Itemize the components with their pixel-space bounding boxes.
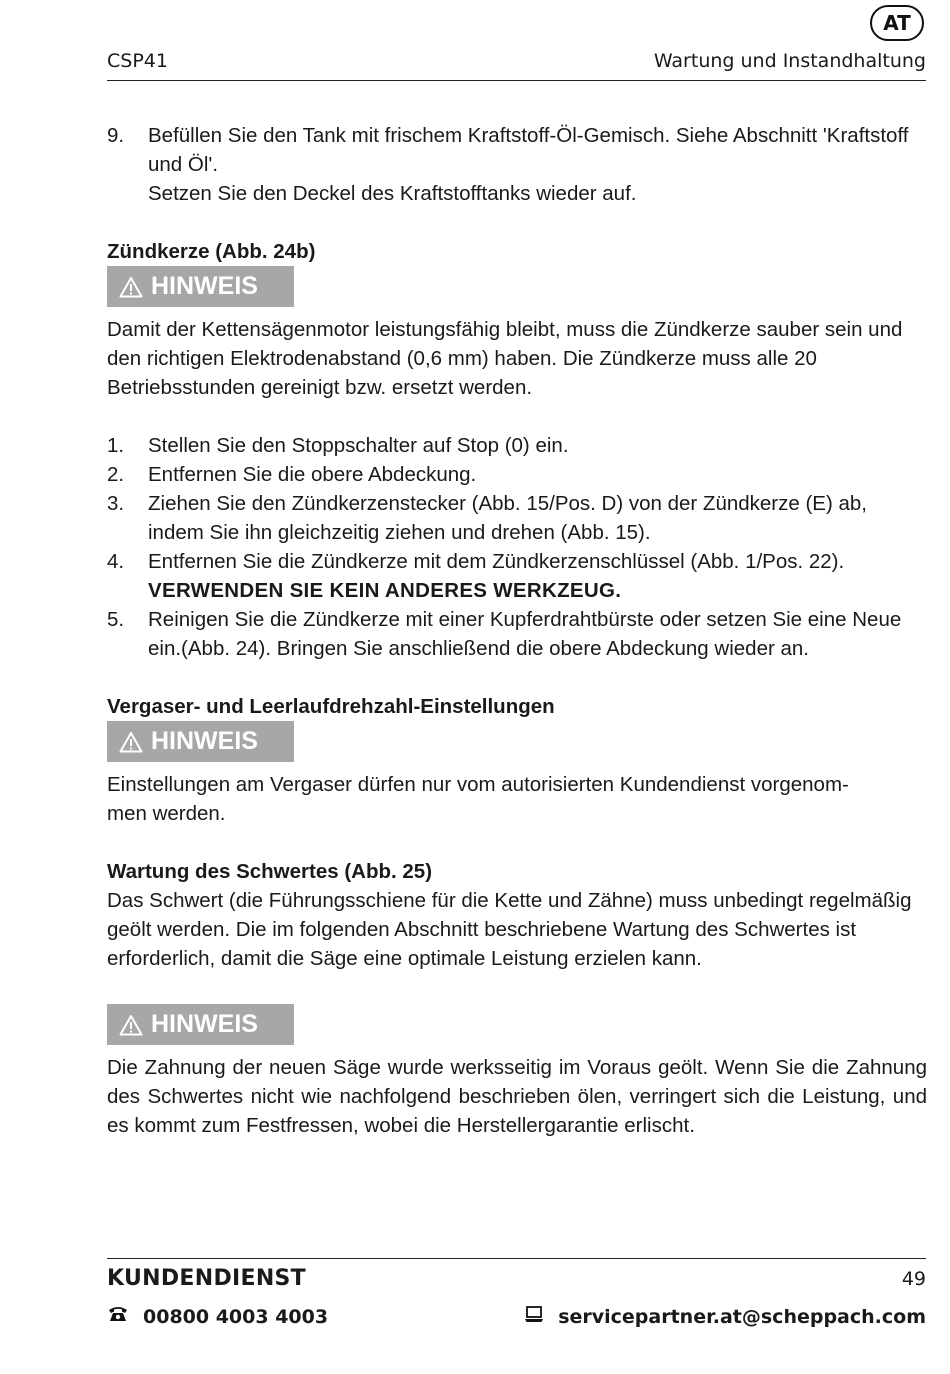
telephone-icon (107, 1305, 129, 1328)
country-badge: AT (870, 5, 924, 41)
bar-maintenance-heading: Wartung des Schwertes (Abb. 25) (107, 860, 433, 883)
step-number: 2. (107, 463, 125, 486)
step-text: Reinigen Sie die Zündkerze mit einer Kupferdrahtbürste oder setzen Sie eine Neue ein.(Abb. 24). Bringen Sie anschließend die obere Abdeckung wieder an. (148, 608, 902, 660)
warning-icon (119, 276, 143, 298)
section-title: Wartung und Instandhaltung (653, 50, 926, 72)
carburetor-heading: Vergaser- und Leerlaufdrehzahl-Einstellungen (107, 695, 555, 718)
step-number: 9. (107, 124, 125, 147)
header-divider (107, 80, 926, 81)
phone-number: 00800 4003 4003 (143, 1305, 329, 1328)
step-line: Setzen Sie den Deckel des Kraftstofftanks wieder auf. (148, 182, 637, 205)
carburetor-text (107, 770, 927, 828)
notice-label: HINWEIS (151, 727, 258, 755)
step-text (148, 547, 927, 605)
step-number: 5. (107, 608, 125, 631)
bar-notice-text: Die Zahnung der neuen Säge wurde werksseitig im Voraus geölt. Wenn Sie die Zahnung des Schwertes nicht wie nachfolgend beschrieben ölen, verringert sich die Leistung, und es kommt zum Festfressen, wobei die Herstellergarantie erlischt. (107, 1056, 927, 1137)
tool-warning: VERWENDEN SIE KEIN ANDERES WERKZEUG. (148, 579, 622, 602)
warning-icon (119, 731, 143, 753)
step-text: Ziehen Sie den Zündkerzenstecker (Abb. 15/Pos. D) von der Zündkerze (E) ab, indem Sie ihn gleichzeitig ziehen und drehen (Abb. 15). (148, 492, 868, 544)
text-line: men werden. (107, 802, 226, 825)
list-item (107, 547, 927, 605)
list-item (107, 605, 927, 663)
warning-icon (119, 1014, 143, 1036)
page-number: 49 (901, 1268, 926, 1290)
list-item (107, 431, 927, 460)
notice-box (107, 266, 294, 307)
text-line: Einstellungen am Vergaser dürfen nur vom autorisierten Kundendienst vorgenom- (107, 773, 849, 796)
page-content (107, 121, 927, 1140)
step-number: 4. (107, 550, 125, 573)
notice-label: HINWEIS (151, 1010, 258, 1038)
model-name: CSP41 (107, 50, 168, 72)
email-address[interactable]: servicepartner.at@scheppach.com (558, 1305, 926, 1328)
spark-plug-text: Damit der Kettensägenmotor leistungsfähig bleibt, muss die Zündkerze sauber sein und den richtigen Elektrodenabstand (0,6 mm) haben. Die Zündkerze muss alle 20 Betriebsstunden gereinigt bzw. ersetzt werden. (107, 318, 903, 399)
list-item (107, 489, 927, 547)
bar-maintenance-text: Das Schwert (die Führungsschiene für die Kette und Zähne) muss unbedingt regelmäßig geölt werden. Die im folgenden Abschnitt beschriebene Wartung des Schwertes ist erforderlich, damit die Säge eine optimale Leistung erzielen kann. (107, 889, 912, 970)
footer-phone (107, 1305, 328, 1328)
notice-box (107, 1004, 294, 1045)
footer-email (524, 1305, 926, 1328)
notice-box (107, 721, 294, 762)
footer-title: KUNDENDIENST (107, 1266, 306, 1291)
step-number: 1. (107, 434, 125, 457)
step-line: Befüllen Sie den Tank mit frischem Kraftstoff-Öl-Gemisch. Siehe Abschnitt 'Kraftstoff und Öl'. (148, 124, 909, 176)
footer-divider (107, 1258, 926, 1259)
step-text (148, 121, 927, 208)
step-9 (107, 121, 927, 208)
step-text: Stellen Sie den Stoppschalter auf Stop (0) ein. (148, 434, 569, 457)
step-line: Entfernen Sie die Zündkerze mit dem Zündkerzenschlüssel (Abb. 1/Pos. 22). (148, 550, 845, 573)
step-number: 3. (107, 492, 125, 515)
laptop-icon (524, 1305, 544, 1328)
notice-label: HINWEIS (151, 272, 258, 300)
list-item (107, 460, 927, 489)
spark-plug-heading: Zündkerze (Abb. 24b) (107, 240, 316, 263)
step-text: Entfernen Sie die obere Abdeckung. (148, 463, 477, 486)
